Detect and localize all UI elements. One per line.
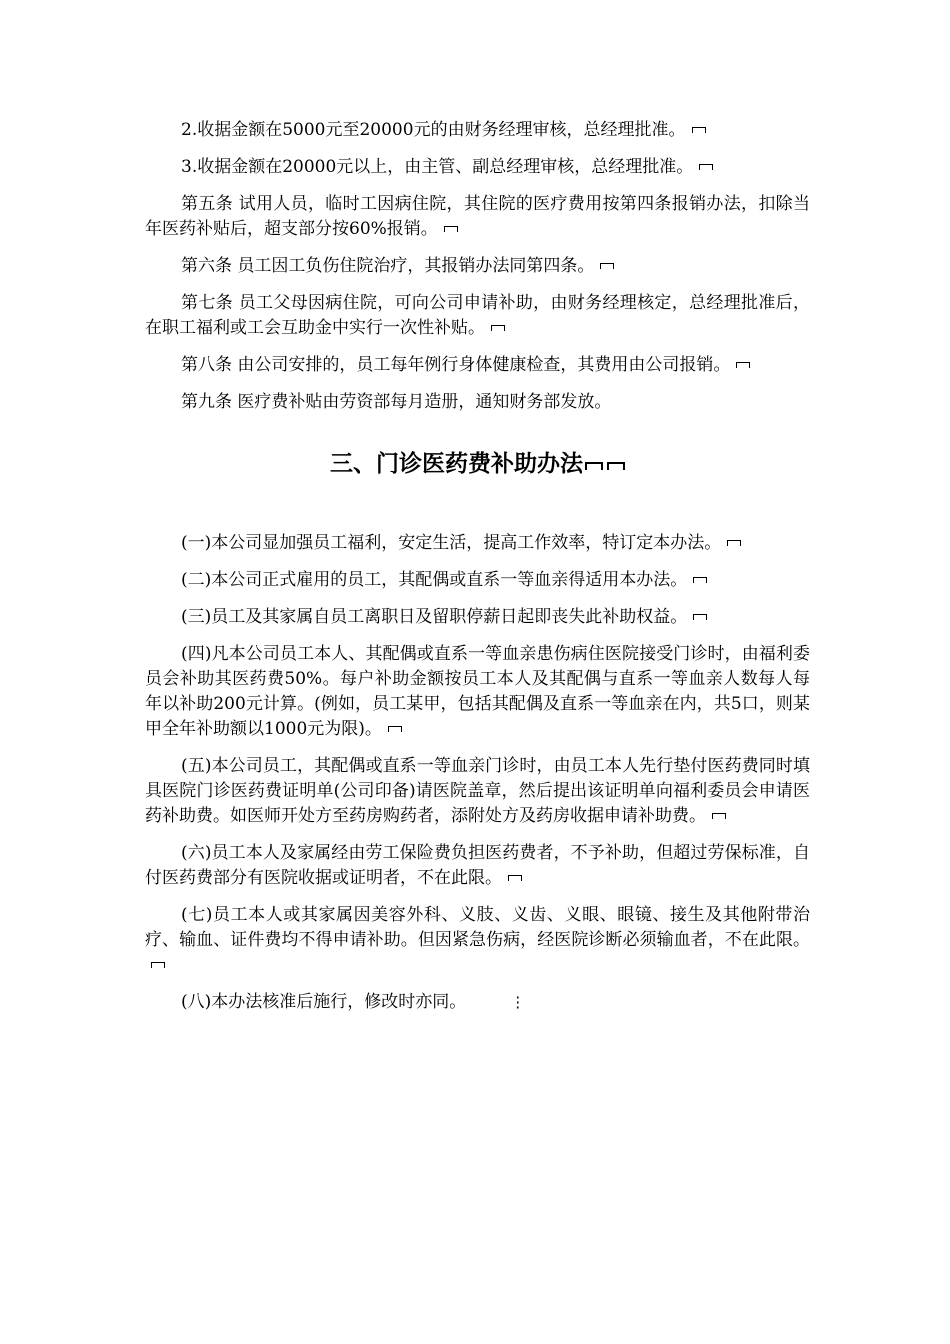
item-1: (一)本公司显加强员工福利，安定生活，提高工作效率，特订定本办法。 (145, 531, 810, 556)
paragraph-mark-icon (491, 325, 505, 331)
section-title: 三、门诊医药费补助办法 (145, 449, 810, 479)
paragraph-mark-icon (736, 362, 750, 368)
paragraph-mark-icon (585, 462, 603, 470)
article-5: 第五条 试用人员，临时工因病住院，其住院的医疗费用按第四条报销办法，扣除当年医药补贴后，超支部分按60%报销。 (145, 194, 810, 239)
item-4: (四)凡本公司员工本人、其配偶或直系一等血亲患伤病住医院接受门诊时，由福利委员会补助其医药费50%。每户补助金额按员工本人及其配偶与直系一等血亲人数每人每年以补助200元计算。(例如，员工某甲，包括其配偶及直系一等血亲在内，共5口，则某甲全年补助额以1000元为限)。 (145, 644, 810, 739)
article-7: 第七条 员工父母因病住院，可向公司申请补助，由财务经理核定，总经理批准后，在职工福利或工会互助金中实行一次性补贴。 (145, 293, 810, 338)
paragraph-mark-icon (444, 226, 458, 232)
paragraph-mark-icon (151, 962, 165, 968)
clause-3: 3.收据金额在20000元以上，由主管、副总经理审核，总经理批准。 (145, 155, 810, 180)
article-9: 第九条 医疗费补贴由劳资部每月造册，通知财务部发放。 (181, 392, 612, 412)
paragraph-mark-icon (388, 726, 402, 732)
item-7: (七)员工本人或其家属因美容外科、义肢、义齿、义眼、眼镜、接生及其他附带治疗、输血、证件费均不得申请补助。但因紧急伤病，经医院诊断必须输血者，不在此限。 (145, 903, 810, 978)
clause-2: 2.收据金额在5000元至20000元的由财务经理审核，总经理批准。 (145, 118, 810, 143)
document-page (145, 118, 810, 1027)
item-3: (三)员工及其家属自员工离职日及留职停薪日起即丧失此补助权益。 (145, 605, 810, 630)
article-8: 第八条 由公司安排的，员工每年例行身体健康检查，其费用由公司报销。 (145, 353, 810, 378)
paragraph-mark-icon (693, 577, 707, 583)
item-2: (二)本公司正式雇用的员工，其配偶或直系一等血亲得适用本办法。 (145, 568, 810, 593)
article-6: 第六条 员工因工负伤住院治疗，其报销办法同第四条。 (145, 254, 810, 279)
paragraph-mark-icon (699, 164, 713, 170)
paragraph-mark-icon (727, 540, 741, 546)
paragraph-mark-icon (508, 875, 522, 881)
paragraph-mark-icon (712, 813, 726, 819)
paragraph-mark-icon (692, 127, 706, 133)
paragraph-mark-icon (693, 614, 707, 620)
item-8: (八)本办法核准后施行，修改时亦同。 ⋮ (145, 990, 810, 1015)
section-break-icon: ⋮ (510, 993, 526, 1011)
paragraph-mark-icon (607, 462, 625, 470)
paragraph-mark-icon (600, 263, 614, 269)
item-6: (六)员工本人及家属经由劳工保险费负担医药费者，不予补助，但超过劳保标准，自付医药费部分有医院收据或证明者，不在此限。 (145, 843, 810, 888)
item-5: (五)本公司员工，其配偶或直系一等血亲门诊时，由员工本人先行垫付医药费同时填具医院门诊医药费证明单(公司印备)请医院盖章，然后提出该证明单向福利委员会申请医药补助费。如医师开处方至药房购药者，添附处方及药房收据申请补助费。 (145, 756, 810, 826)
